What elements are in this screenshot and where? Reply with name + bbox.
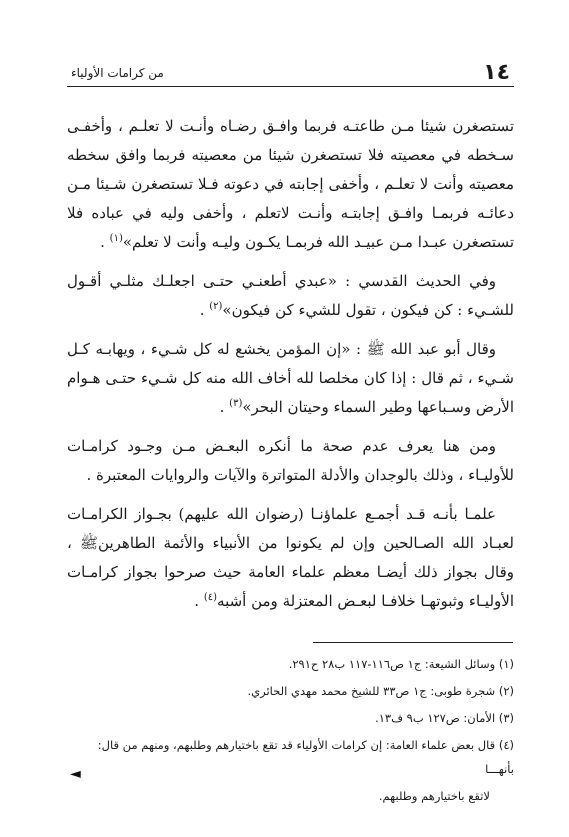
- paragraph-4: [67, 432, 514, 490]
- footnote-ref-2: (٢): [209, 301, 223, 312]
- running-title: من كرامات الأولياء: [71, 66, 164, 80]
- footnotes: [67, 652, 514, 808]
- continuation-arrow-icon: ◄: [70, 766, 81, 782]
- footnote-1: (١) وسائل الشيعة: ج١ ص١١٦-١١٧ ب٢٨ ح٢٩١.: [288, 657, 514, 671]
- paragraph-3-text: وقال أبو عبد الله ﷺ : «إن المؤمن يخشع له كل شـيء ، ويهابـه كـل شـيء ، ثم قال : إذا كان مخلصا لله أخاف الله منه كل شـيء حتـى هـوام الأرض وسـباعها وطير السماء وحيتان البحر»: [67, 340, 514, 416]
- footnote-ref-4: (٤): [203, 592, 218, 603]
- paragraph-1-text: تستصغرن شيئا مـن طاعتـه فربما وافـق رضـاه وأنـت لا تعلـم ، وأخفـى سـخطه في معصيته فلا تستصغرن شيئا من معصيته فربما وافق سخطه معصيته وأنت لا تعلـم ، وأخفى إجابته في دعوته فـلا تستصغرن شـيئا مـن دعائـه فربمـا وافـق إجابتـه وأنـت لاتعلم ، وأخفى وليه في عباده فلا تستصغرن عبـدا مـن عبيـد الله فربمـا يكـون وليـه وأنت لا تعلم»: [67, 117, 514, 251]
- page-header: [67, 58, 514, 87]
- footnote-3: (٣) الأمان: ص١٢٧ ب٩ ف١٣.: [375, 711, 514, 725]
- footnote-4: (٤) قال بعض علماء العامة: إن كرامات الأولياء قد تقع باختيارهم وطلبهم، ومنهم من قال: بأنهـــا: [97, 738, 514, 776]
- footnote-ref-3: (٣): [229, 398, 243, 409]
- paragraph-3: وقال أبو عبد الله ﷺ : «إن المؤمن يخشع له كل شـيء ، ويهابـه كـل شـيء ، ثم قال : إذا كان مخلصا لله أخاف الله منه كل شـيء حتـى هـوام الأرض وسـباعها وطير السماء وحيتان البحر»$^{(٣)}$ .: [67, 340, 514, 416]
- paragraph-1: تستصغرن شيئا مـن طاعتـه فربما وافـق رضـاه وأنـت لا تعلـم ، وأخفـى سـخطه في معصيته فلا تستصغرن شيئا من معصيته فربما وافق سخطه معصيته وأنت لا تعلـم ، وأخفى إجابته في دعوته فـلا تستصغرن شـيئا مـن دعائـه فربمـا وافـق إجابتـه وأنـت لاتعلم ، وأخفى وليه في عباده فلا تستصغرن عبـدا مـن عبيـد الله فربمـا يكـون وليـه وأنت لا تعلم»$^{(١)}$ .: [67, 117, 514, 251]
- paragraph-5: علمـا بأنـه قـد أجمـع علماؤنـا (رضوان الله عليهم) بجـواز الكرامـات لعبـاد الله الصـالحين وإن لم يكونوا من الأنبياء والأئمة الطاهرينﷺ ، وقال بجواز ذلك أيضـا معظم علماء العامة حيث صرحوا بجواز كرامـات الأوليـاء وثبوتهـا خلافـا لبعـض المعتزلة ومن أشبه$^{(٤)}$ .: [67, 505, 514, 610]
- footnote-4-continuation: لاتقع باختيارهم وطلبهم.: [378, 789, 490, 803]
- paragraph-2-text: وفي الحديث القدسي : «عبدي أطعنـي حتـى اجعلـك مثلـي أقـول للشـيء : كن فيكون ، تقول للشيء كن فيكون»: [67, 272, 514, 319]
- paragraph-5-text: علمـا بأنـه قـد أجمـع علماؤنـا (رضوان الله عليهم) بجـواز الكرامـات لعبـاد الله الصـالحين وإن لم يكونوا من الأنبياء والأئمة الطاهرينﷺ ، وقال بجواز ذلك أيضـا معظم علماء العامة حيث صرحوا بجواز كرامـات الأوليـاء وثبوتهـا خلافـا لبعـض المعتزلة ومن أشبه: [67, 505, 514, 610]
- footnote-ref-1: (١): [109, 233, 123, 244]
- paragraph-2: وفي الحديث القدسي : «عبدي أطعنـي حتـى اجعلـك مثلـي أقـول للشـيء : كن فيكون ، تقول للشيء كن فيكون»$^{(٢)}$ .: [67, 272, 514, 319]
- footnote-2: (٢) شجرة طوبى: ج١ ص٣٣ للشيخ محمد مهدي الحائري.: [247, 684, 514, 698]
- page-number: ١٤: [483, 60, 510, 85]
- paragraph-4-text: ومن هنا يعرف عدم صحة ما أنكره البعـض مـن وجـود كرامـات للأوليـاء ، وذلك بالوجدان والأدلة المتواترة والآيات والروايات المعتبرة .: [67, 437, 514, 484]
- footnote-divider: [313, 642, 513, 643]
- main-text: [67, 112, 514, 626]
